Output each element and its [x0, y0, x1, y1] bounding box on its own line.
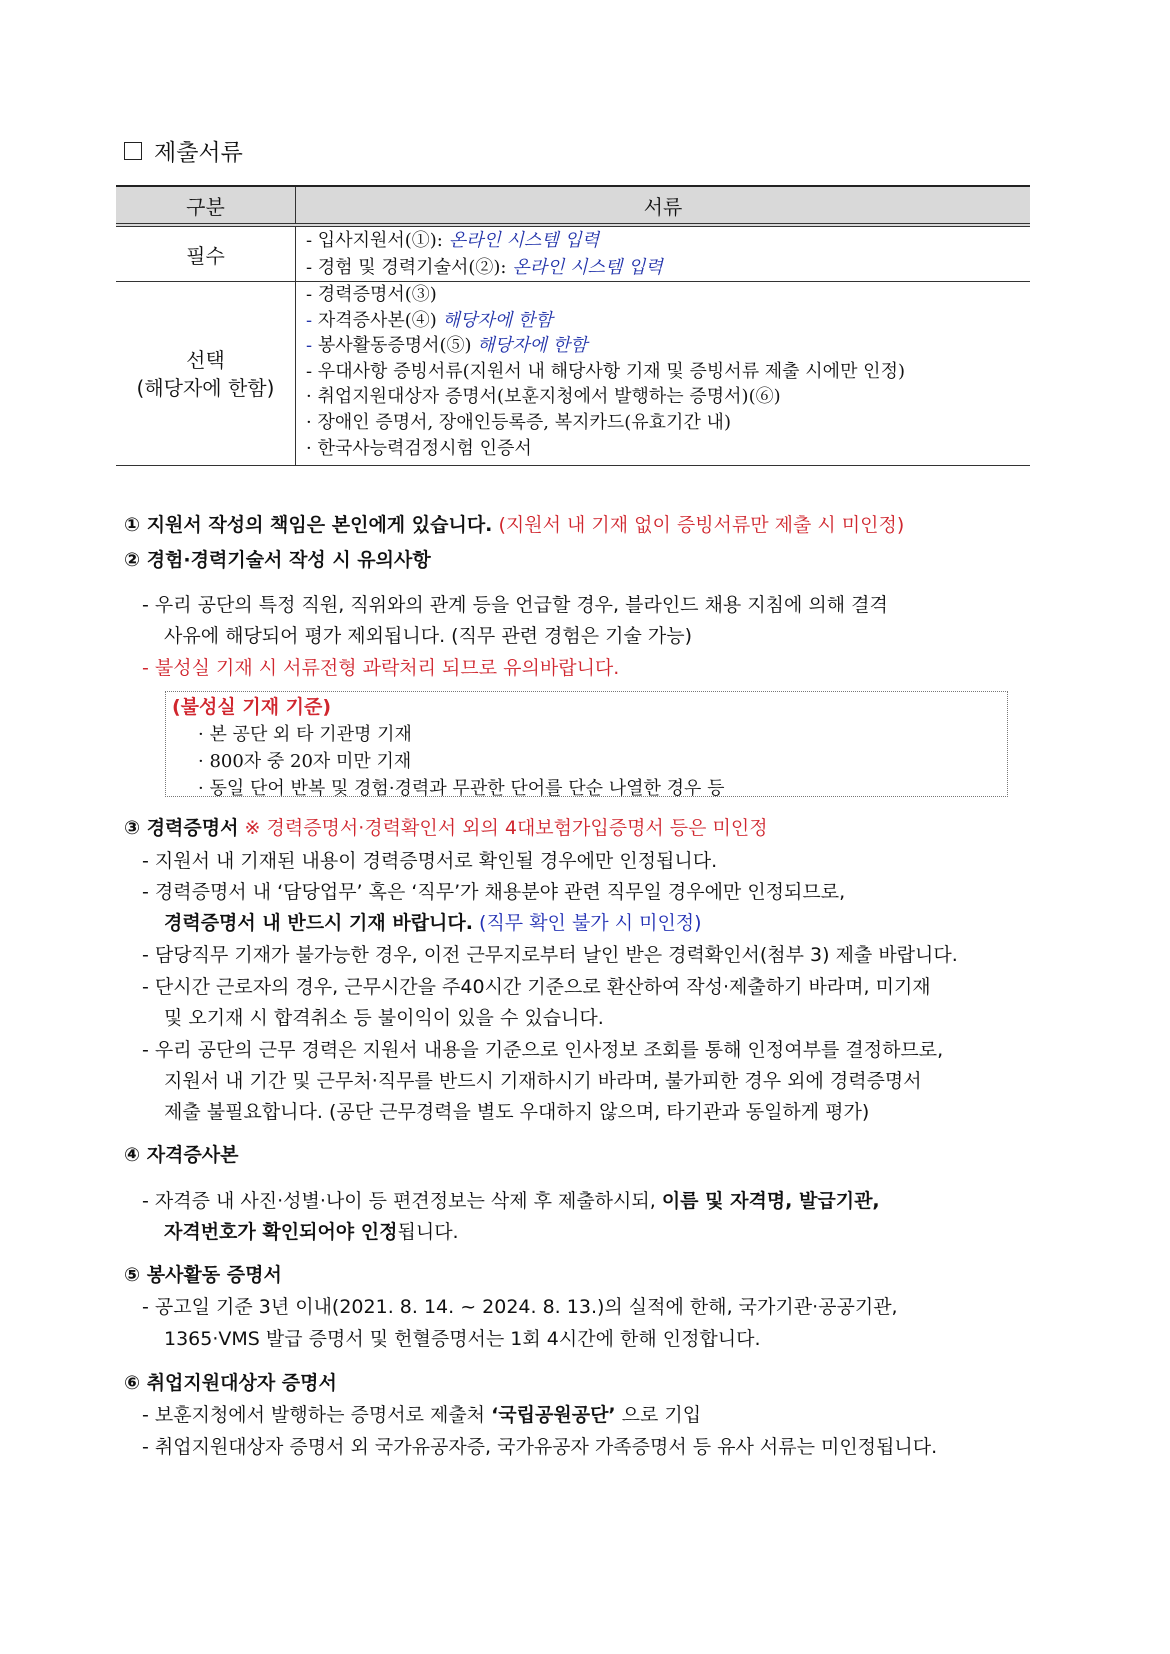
note-4-title: ④ 자격증사본	[124, 1144, 239, 1166]
list-item: - 자격증사본(④) 해당자에 한함	[306, 309, 553, 331]
note-5-line: 1365·VMS 발급 증명서 및 헌혈증명서는 1회 4시간에 한해 인정합니다.	[164, 1328, 761, 1350]
note-4-line: 자격번호가 확인되어야 인정됩니다.	[164, 1221, 459, 1243]
documents-table	[116, 185, 1030, 466]
note-4-line: - 자격증 내 사진·성별·나이 등 편견정보는 삭제 후 제출하시되, 이름 및 자격명, 발급기관,	[142, 1190, 880, 1212]
list-item: · 800자 중 20자 미만 기재	[198, 751, 412, 772]
documents-cell	[296, 227, 1030, 281]
list-item: · 동일 단어 반복 및 경험·경력과 무관한 단어를 단순 나열한 경우 등	[198, 778, 725, 799]
category-cell: 선택 (해당자에 한함)	[116, 282, 296, 465]
list-item: · 장애인 증명서, 장애인등록증, 복지카드(유효기간 내)	[306, 411, 731, 433]
note-5-title: ⑤ 봉사활동 증명서	[124, 1264, 282, 1286]
category-cell: 필수	[116, 227, 296, 281]
note-3-line: - 경력증명서 내 ‘담당업무’ 혹은 ‘직무’가 채용분야 관련 직무일 경우에만 인정되므로,	[142, 881, 846, 903]
note-2-title: ② 경험·경력기술서 작성 시 유의사항	[124, 549, 431, 571]
table-header-row	[116, 187, 1030, 227]
section-title-text: 제출서류	[154, 140, 243, 166]
note-3-line: - 우리 공단의 근무 경력은 지원서 내용을 기준으로 인사정보 조회를 통해 인정여부를 결정하므로,	[142, 1039, 944, 1061]
table-header-documents: 서류	[643, 194, 683, 219]
list-item: - 입사지원서(①): 온라인 시스템 입력	[306, 230, 600, 251]
insincere-criteria-box	[165, 691, 1008, 797]
note-6-line: - 보훈지청에서 발행하는 증명서로 제출처 ‘국립공원공단’ 으로 기입	[142, 1404, 702, 1426]
note-3-line: - 단시간 근로자의 경우, 근무시간을 주40시간 기준으로 환산하여 작성·제출하기 바라며, 미기재	[142, 976, 931, 998]
note-3-line: 및 오기재 시 합격취소 등 불이익이 있을 수 있습니다.	[164, 1007, 604, 1029]
list-item: - 경력증명서(③)	[306, 284, 437, 305]
note-6-title: ⑥ 취업지원대상자 증명서	[124, 1372, 337, 1394]
box-title: (불성실 기재 기준)	[172, 696, 332, 718]
note-3-line: - 담당직무 기재가 불가능한 경우, 이전 근무지로부터 날인 받은 경력확인서(첨부 3) 제출 바랍니다.	[142, 944, 958, 966]
documents-cell	[296, 282, 1030, 465]
note-1: ① 지원서 작성의 책임은 본인에게 있습니다. (지원서 내 기재 없이 증빙서류만 제출 시 미인정)	[124, 514, 905, 536]
list-item: - 경험 및 경력기술서(②): 온라인 시스템 입력	[306, 257, 663, 278]
note-2-line: - 우리 공단의 특정 직원, 직위와의 관계 등을 언급할 경우, 블라인드 채용 지침에 의해 결격	[142, 594, 888, 616]
note-5-line: - 공고일 기준 3년 이내(2021. 8. 14. ~ 2024. 8. 13.)의 실적에 한해, 국가기관·공공기관,	[142, 1296, 898, 1318]
note-3-line: 제출 불필요합니다. (공단 근무경력을 별도 우대하지 않으며, 타기관과 동일하게 평가)	[164, 1101, 870, 1123]
table-row	[116, 282, 1030, 466]
note-2-warning: - 불성실 기재 시 서류전형 과락처리 되므로 유의바랍니다.	[142, 657, 620, 679]
section-title	[124, 134, 243, 167]
note-3-line: 지원서 내 기간 및 근무처·직무를 반드시 기재하시기 바라며, 불가피한 경우 외에 경력증명서	[164, 1070, 922, 1092]
note-6-line: - 취업지원대상자 증명서 외 국가유공자증, 국가유공자 가족증명서 등 유사 서류는 미인정됩니다.	[142, 1436, 938, 1458]
list-item: · 한국사능력검정시험 인증서	[306, 437, 532, 459]
note-3-line: 경력증명서 내 반드시 기재 바랍니다. (직무 확인 불가 시 미인정)	[164, 912, 702, 934]
checkbox-icon	[124, 142, 142, 160]
list-item: · 취업지원대상자 증명서(보훈지청에서 발행하는 증명서)(⑥)	[306, 386, 781, 408]
list-item: - 우대사항 증빙서류(지원서 내 해당사항 기재 및 증빙서류 제출 시에만 인정)	[306, 360, 905, 382]
table-row	[116, 227, 1030, 282]
note-3-line: - 지원서 내 기재된 내용이 경력증명서로 확인될 경우에만 인정됩니다.	[142, 850, 718, 872]
note-2-line: 사유에 해당되어 평가 제외됩니다. (직무 관련 경험은 기술 가능)	[164, 625, 693, 647]
note-3-title: ③ 경력증명서 ※ 경력증명서·경력확인서 외의 4대보험가입증명서 등은 미인정	[124, 817, 768, 839]
list-item: · 본 공단 외 타 기관명 기재	[198, 724, 412, 745]
list-item: - 봉사활동증명서(⑤) 해당자에 한함	[306, 335, 588, 357]
table-header-category: 구분	[116, 187, 296, 223]
